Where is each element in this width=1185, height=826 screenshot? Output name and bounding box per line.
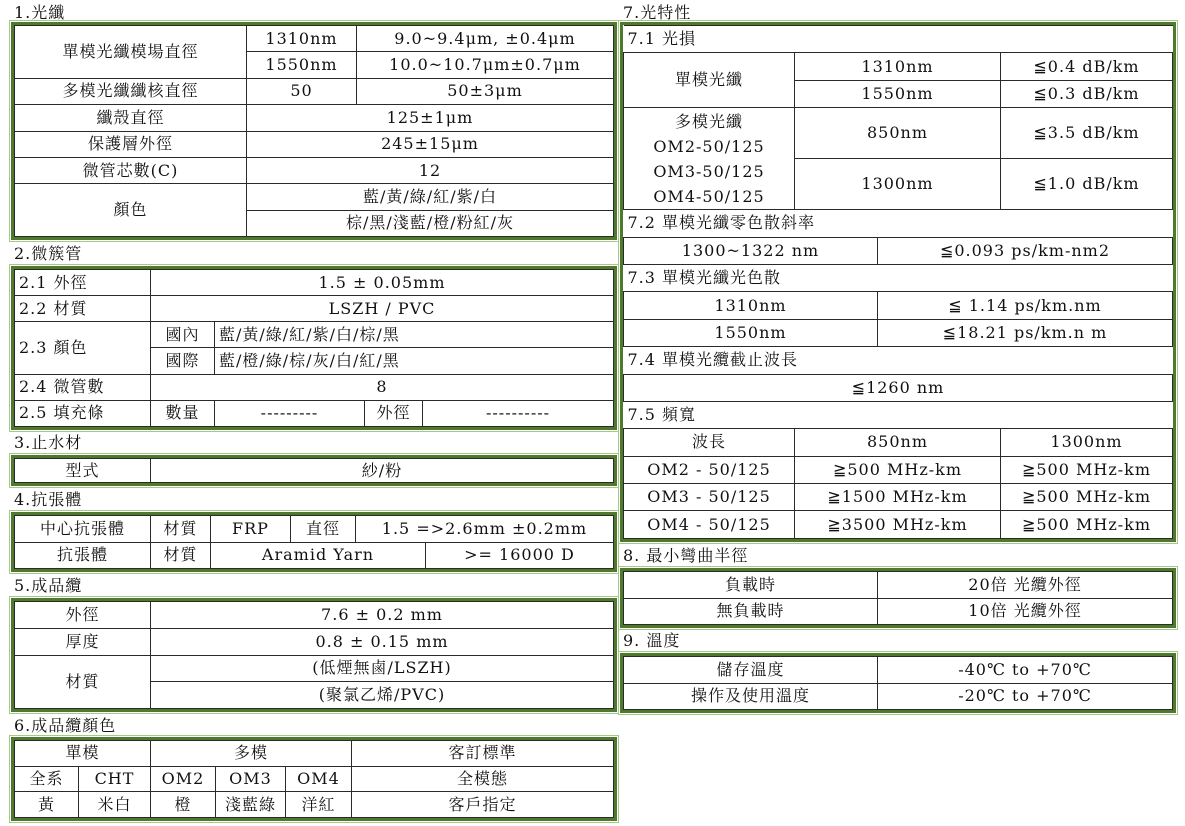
domestic-label: 國內 [151, 322, 215, 348]
cable-od-label: 外徑 [15, 602, 151, 629]
section-6-title: 6.成品纜顏色 [14, 716, 117, 735]
sm-1310-loss-wl: 1310nm [795, 53, 1001, 80]
section-8-title: 8. 最小彎曲半徑 [623, 546, 749, 565]
domestic-colors: 藍/黃/綠/紅/紫/白/棕/黑 [215, 322, 614, 348]
bw-om4-850: ≧3500 MHz-km [795, 511, 1001, 539]
filler-qty-label: 數量 [151, 400, 215, 426]
mm-fiber-label [624, 108, 795, 210]
section-2-title: 2.微簇管 [14, 244, 83, 263]
mm-fiber-label-line2: OM2-50/125 [653, 136, 765, 156]
bend-loaded-label: 負載時 [624, 572, 878, 599]
material-value: LSZH / PVC [151, 296, 614, 322]
cc-type-cell: 全系 [15, 766, 79, 792]
dispersion-1550-val: ≦18.21 ps/km.n m [878, 319, 1173, 346]
bw-header-850: 850nm [795, 429, 1001, 456]
fiber-color-row2: 棕/黑/淺藍/橙/粉紅/灰 [247, 210, 614, 236]
tube-count-value: 8 [151, 374, 614, 400]
cladding-label: 纖殼直徑 [15, 105, 247, 131]
mm-fiber-label-line1: 多模光纖 [674, 111, 743, 131]
bend-loaded-value: 20倍 光纜外徑 [878, 572, 1173, 599]
tube-count-label: 2.4 微管數 [15, 374, 151, 400]
mm-fiber-label-line4: OM4-50/125 [653, 186, 765, 206]
international-label: 國際 [151, 348, 215, 374]
cc-header-custom: 客訂標準 [352, 741, 614, 767]
fiber-count-label: 微管芯數(C) [15, 157, 247, 183]
water-block-table [11, 455, 617, 486]
section-7-title: 7.光特性 [623, 3, 692, 22]
central-material-value: FRP [211, 516, 291, 543]
cc-color-cell: 洋紅 [286, 792, 352, 818]
cc-color-cell: 淺藍綠 [216, 792, 286, 818]
cc-header-sm: 單模 [15, 741, 151, 767]
water-block-type-label: 型式 [15, 459, 151, 483]
zd-slope-value: ≦0.093 ps/km-nm2 [878, 237, 1173, 264]
filler-label: 2.5 填充條 [15, 400, 151, 426]
central-strength-label: 中心抗張體 [15, 516, 151, 543]
bandwidth-title: 7.5 頻寬 [624, 401, 1173, 428]
od-value: 1.5 ± 0.05mm [151, 270, 614, 296]
filler-od-value: ---------- [423, 400, 614, 426]
loss-title: 7.1 光損 [624, 26, 1173, 53]
mm-1300-loss-val: ≦1.0 dB/km [1001, 159, 1173, 210]
water-block-type-value: 紗/粉 [151, 459, 614, 483]
strength-label: 抗張體 [15, 542, 151, 569]
section-3-title: 3.止水材 [14, 433, 83, 452]
mm-core-a: 50 [247, 78, 357, 104]
strength-member-table [11, 512, 617, 572]
bend-unloaded-value: 10倍 光纜外徑 [878, 598, 1173, 625]
jacket-thickness-value: 0.8 ± 0.15 mm [151, 628, 614, 655]
central-diameter-label: 直徑 [291, 516, 356, 543]
dispersion-1310-wl: 1310nm [624, 292, 878, 319]
strength-denier-value: >= 16000 D [426, 542, 614, 569]
jacket-material-pvc: (聚氯乙烯/PVC) [151, 682, 614, 709]
sm-1310-loss-val: ≦0.4 dB/km [1001, 53, 1173, 80]
jacket-material-lszh: (低煙無鹵/LSZH) [151, 655, 614, 682]
bw-om2-label: OM2 - 50/125 [624, 456, 795, 483]
bw-om3-850: ≧1500 MHz-km [795, 484, 1001, 511]
mm-850-loss-wl: 850nm [795, 108, 1001, 159]
mm-fiber-label-line3: OM3-50/125 [653, 161, 765, 181]
sm-fiber-label: 單模光纖 [624, 53, 795, 108]
bw-header-1300: 1300nm [1001, 429, 1173, 456]
cc-color-cell: 米白 [79, 792, 151, 818]
jacket-material-label: 材質 [15, 655, 151, 709]
international-colors: 藍/橙/綠/棕/灰/白/紅/黑 [215, 348, 614, 374]
dispersion-title: 7.3 單模光纖光色散 [624, 264, 1173, 291]
bend-radius-table [620, 568, 1176, 628]
cc-color-cell: 黃 [15, 792, 79, 818]
operating-temp-value: -20℃ to +70℃ [878, 683, 1173, 710]
fiber-spec-table [11, 22, 617, 240]
mm-1300-loss-wl: 1300nm [795, 159, 1001, 210]
bend-unloaded-label: 無負載時 [624, 598, 878, 625]
mm-core-label: 多模光纖纖核直徑 [15, 78, 247, 104]
fiber-count-value: 12 [247, 157, 614, 183]
cutoff-value: ≦1260 nm [624, 374, 1173, 401]
fiber-color-label: 顏色 [15, 184, 247, 237]
coating-label: 保護層外徑 [15, 131, 247, 157]
storage-temp-label: 儲存溫度 [624, 657, 878, 684]
cladding-value: 125±1μm [247, 105, 614, 131]
section-4-title: 4.抗張體 [14, 490, 83, 509]
cable-od-value: 7.6 ± 0.2 mm [151, 602, 614, 629]
fiber-color-row1: 藍/黃/綠/紅/紫/白 [247, 184, 614, 210]
strength-material-value: Aramid Yarn [211, 542, 426, 569]
tube-color-label: 2.3 顏色 [15, 322, 151, 374]
bw-om3-1300: ≧500 MHz-km [1001, 484, 1173, 511]
sm-1550-mfd: 10.0~10.7μm±0.7μm [357, 52, 614, 78]
sm-1310-wl: 1310nm [247, 26, 357, 52]
section-5-title: 5.成品纜 [14, 576, 83, 595]
cable-color-table [11, 737, 617, 821]
cc-type-cell: CHT [79, 766, 151, 792]
filler-od-label: 外徑 [365, 400, 423, 426]
zd-slope-range: 1300~1322 nm [624, 237, 878, 264]
section-9-title: 9. 溫度 [623, 631, 681, 650]
cc-type-cell: 全模態 [352, 766, 614, 792]
mm-850-loss-val: ≦3.5 dB/km [1001, 108, 1173, 159]
finished-cable-table [11, 598, 617, 712]
optical-characteristics-table [620, 22, 1176, 542]
zd-slope-title: 7.2 單模光纖零色散斜率 [624, 210, 1173, 237]
section-1-title: 1.光纖 [14, 3, 66, 22]
central-material-label: 材質 [151, 516, 211, 543]
sm-1550-loss-val: ≦0.3 dB/km [1001, 80, 1173, 107]
sm-1550-loss-wl: 1550nm [795, 80, 1001, 107]
mm-core-b: 50±3μm [357, 78, 614, 104]
dispersion-1550-wl: 1550nm [624, 319, 878, 346]
bw-om2-1300: ≧500 MHz-km [1001, 456, 1173, 483]
coating-value: 245±15μm [247, 131, 614, 157]
bw-om3-label: OM3 - 50/125 [624, 484, 795, 511]
jacket-thickness-label: 厚度 [15, 628, 151, 655]
temperature-table [620, 653, 1176, 713]
microtube-table [11, 266, 617, 430]
material-label: 2.2 材質 [15, 296, 151, 322]
cutoff-title: 7.4 單模光纜截止波長 [624, 347, 1173, 374]
cc-type-cell: OM3 [216, 766, 286, 792]
bw-header-wl: 波長 [624, 429, 795, 456]
bw-om2-850: ≧500 MHz-km [795, 456, 1001, 483]
cc-type-cell: OM2 [151, 766, 216, 792]
bw-om4-label: OM4 - 50/125 [624, 511, 795, 539]
cc-color-cell: 橙 [151, 792, 216, 818]
filler-qty-value: --------- [215, 400, 365, 426]
strength-material-label: 材質 [151, 542, 211, 569]
operating-temp-label: 操作及使用溫度 [624, 683, 878, 710]
central-diameter-value: 1.5 =>2.6mm ±0.2mm [356, 516, 614, 543]
storage-temp-value: -40℃ to +70℃ [878, 657, 1173, 684]
sm-1550-wl: 1550nm [247, 52, 357, 78]
sm-mode-field-label: 單模光纖模場直徑 [15, 26, 247, 79]
cc-header-mm: 多模 [151, 741, 352, 767]
dispersion-1310-val: ≦ 1.14 ps/km.nm [878, 292, 1173, 319]
cc-type-cell: OM4 [286, 766, 352, 792]
bw-om4-1300: ≧500 MHz-km [1001, 511, 1173, 539]
sm-1310-mfd: 9.0~9.4μm, ±0.4μm [357, 26, 614, 52]
cc-color-cell: 客戶指定 [352, 792, 614, 818]
od-label: 2.1 外徑 [15, 270, 151, 296]
